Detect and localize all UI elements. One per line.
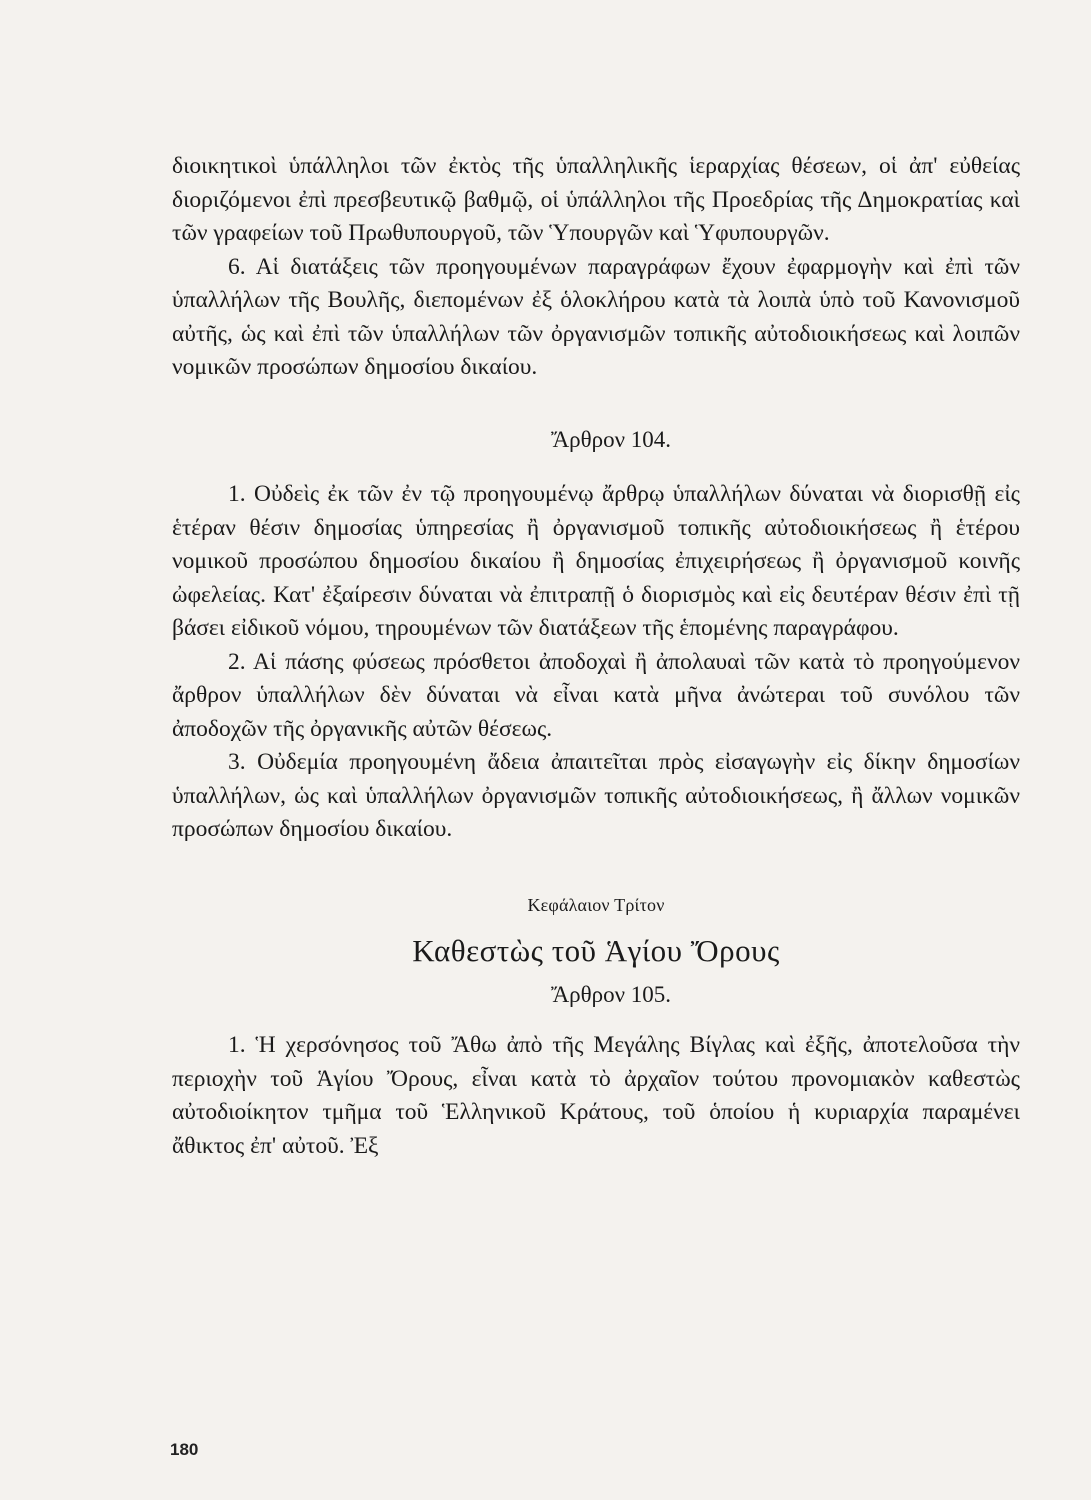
article-104-paragraph-3: 3. Οὐδεμία προηγουμένη ἄδεια ἀπαιτεῖται πρὸς εἰσαγωγὴν εἰς δίκην δημοσίων ὑπαλλήλων, ὡς καὶ ὑπαλλήλων ὀργανισμῶν τοπικῆς αὐτοδιοικήσεως, ἢ ἄλλων νομικῶν προσώπων δημοσίου δικαίου. xyxy=(172,749,1020,842)
article-104-paragraph-2: 2. Αἱ πάσης φύσεως πρόσθετοι ἀποδοχαὶ ἢ ἀπολαυαὶ τῶν κατὰ τὸ προηγούμενον ἄρθρον ὑπαλλήλων δὲν δύναται νὰ εἶναι κατὰ μῆνα ἀνώτεραι τοῦ συνόλου τῶν ἀποδοχῶν τῆς ὀργανικῆς αὐτῶν θέσεως. xyxy=(172,648,1020,742)
article-104-paragraph-1: 1. Οὐδεὶς ἐκ τῶν ἐν τῷ προηγουμένῳ ἄρθρῳ ὑπαλλήλων δύναται νὰ διορισθῇ εἰς ἑτέραν θέσιν δημοσίας ὑπηρεσίας ἢ ὀργανισμοῦ τοπικῆς αὐτοδιοικήσεως ἢ ἑτέρου νομικοῦ προσώπου δημοσίου δικαίου ἢ δημοσίας ἐπιχειρήσεως ἢ ὀργανισμοῦ κοινῆς ὠφελείας. Κατ' ἐξαίρεσιν δύναται νὰ ἐπιτραπῇ ὁ διορισμὸς καὶ εἰς δευτέραν θέσιν ἐπὶ τῇ βάσει εἰδικοῦ νόμου, τηρουμένων τῶν διατάξεων τῆς ἑπομένης παραγράφου. xyxy=(172,481,1020,641)
article-105-paragraph-1: 1. Ἡ χερσόνησος τοῦ Ἄθω ἀπὸ τῆς Μεγάλης Βίγλας καὶ ἐξῆς, ἀποτελοῦσα τὴν περιοχὴν τοῦ Ἁγίου Ὄρους, εἶναι κατὰ τὸ ἀρχαῖον τούτου προνομιακὸν καθεστὼς αὐτοδιοίκητον τμῆμα τοῦ Ἑλληνικοῦ Κράτους, τοῦ ὁποίου ἡ κυριαρχία παραμένει ἄθικτος ἐπ' αὐτοῦ. Ἐξ xyxy=(172,1032,1020,1159)
article-104-title: Ἄρθρον 104. xyxy=(550,426,672,452)
page-number: 180 xyxy=(170,1440,199,1459)
continuation-paragraph: διοικητικοὶ ὑπάλληλοι τῶν ἐκτὸς τῆς ὑπαλληλικῆς ἱεραρχίας θέσεων, οἱ ἀπ' εὐθείας διοριζόμενοι ἐπὶ πρεσβευτικῷ βαθμῷ, οἱ ὑπάλληλοι τῆς Προεδρίας τῆς Δημοκρατίας καὶ τῶν γραφείων τοῦ Πρωθυπουργοῦ, τῶν Ὑπουργῶν καὶ Ὑφυπουργῶν. xyxy=(172,153,1020,246)
main-text xyxy=(172,150,1020,1163)
article-105-title: Ἄρθρον 105. xyxy=(550,981,672,1007)
paragraph-6: 6. Αἱ διατάξεις τῶν προηγουμένων παραγράφων ἔχουν ἐφαρμογὴν καὶ ἐπὶ τῶν ὑπαλλήλων τῆς Βουλῆς, διεπομένων ἐξ ὁλοκλήρου κατὰ τὰ λοιπὰ ὑπὸ τοῦ Κανονισμοῦ αὐτῆς, ὡς καὶ ἐπὶ τῶν ὑπαλλήλων τῶν ὀργανισμῶν τοπικῆς αὐτοδιοικήσεως καὶ λοιπῶν νομικῶν προσώπων δημοσίου δικαίου. xyxy=(172,253,1020,380)
chapter-title: Καθεστὼς τοῦ Ἁγίου Ὄρους xyxy=(412,933,780,968)
chapter-label: Κεφάλαιον Τρίτον xyxy=(527,894,665,915)
